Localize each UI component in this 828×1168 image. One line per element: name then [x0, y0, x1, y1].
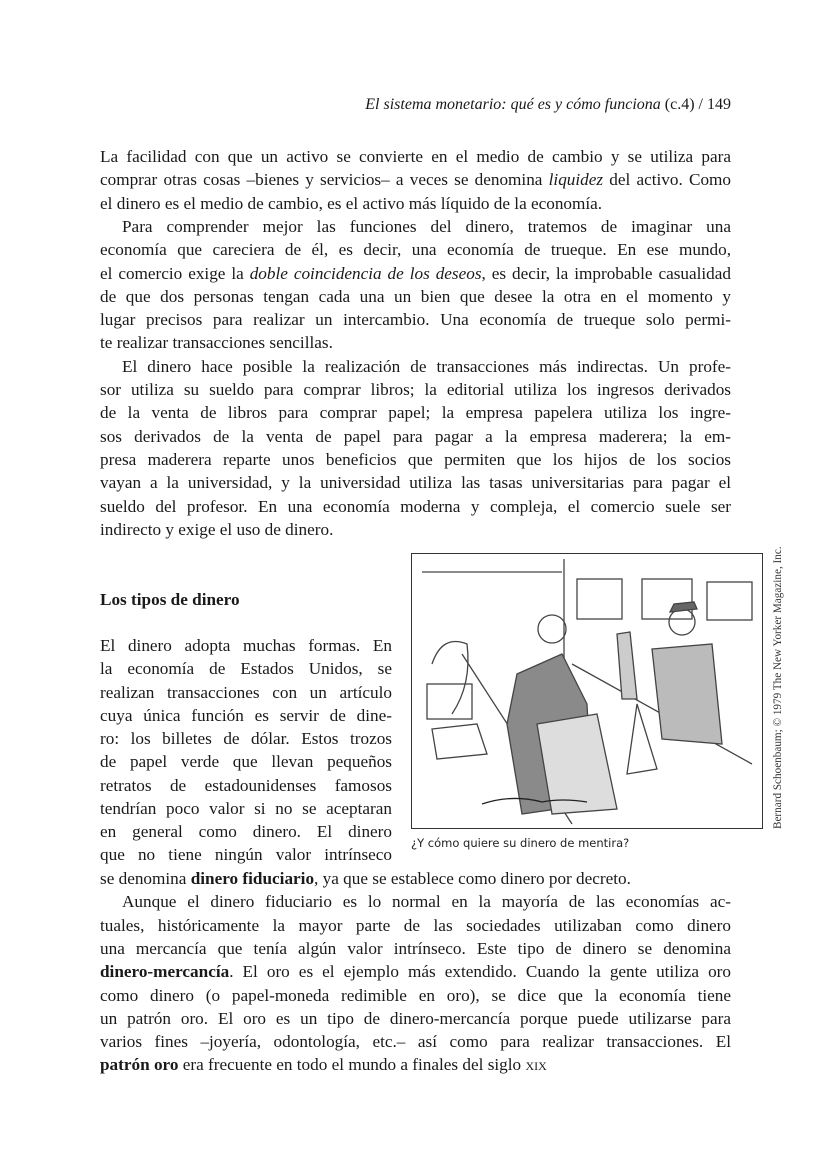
text-run: que no tiene ningún valor intrínseco — [100, 845, 392, 865]
text-run: El dinero hace posible la realización de transacciones más indirectas. Un profe- — [122, 356, 731, 376]
text-run: era frecuente en todo el mundo a finales del siglo — [178, 1055, 526, 1075]
text-run: lugar precisos para realizar un intercambio. Una economía de trueque solo permi- — [100, 310, 731, 330]
text-run: Aunque el dinero fiduciario es lo normal en la mayoría de las economías ac- — [122, 892, 731, 912]
text-line — [100, 681, 392, 704]
figure-caption: ¿Y cómo quiere su dinero de mentira? — [411, 836, 630, 850]
text-line — [100, 448, 731, 471]
text-run: de que dos personas tengan cada una un bien que desee la otra en el momento y — [100, 286, 731, 306]
text-run: xix — [525, 1055, 547, 1075]
text-run: como dinero (o papel-moneda redimible en oro), se dice que la economía tiene — [100, 985, 731, 1005]
text-line — [100, 425, 731, 448]
text-line — [100, 355, 731, 378]
text-line — [100, 657, 392, 680]
text-line — [100, 285, 731, 308]
page-number: 149 — [707, 96, 731, 113]
text-line — [100, 1030, 731, 1053]
text-line — [100, 634, 392, 657]
cartoon-illustration — [412, 554, 761, 827]
text-run: de papel verde que llevan pequeños — [100, 752, 392, 772]
figure-credit: Bernard Schoenbaum; © 1979 The New Yorker Magazine, Inc. — [772, 546, 784, 829]
text-run: del activo. Como — [603, 170, 732, 190]
text-line — [100, 727, 392, 750]
text-line — [100, 238, 731, 261]
text-run: el dinero es el medio de cambio, es el activo más líquido de la economía. — [100, 193, 603, 213]
text-line — [100, 215, 731, 238]
text-line — [100, 774, 392, 797]
text-line — [100, 797, 392, 820]
running-header — [365, 96, 731, 114]
italic-term: liquidez — [548, 170, 604, 190]
text-run: economía que careciera de él, es decir, una economía de trueque. En ese mundo, — [100, 240, 731, 260]
text-run: . El oro es el ejemplo más extendido. Cuando la gente utiliza oro — [229, 962, 731, 982]
text-run: sor utiliza su sueldo para comprar libros; la editorial utiliza los ingresos derivados — [100, 380, 731, 399]
text-run: en general como dinero. El dinero — [100, 822, 392, 841]
text-line — [100, 518, 731, 541]
text-run: La facilidad con que un activo se convierte en el medio de cambio y se utiliza para — [100, 147, 731, 166]
text-line — [100, 401, 731, 424]
bold-term: dinero fiduciario — [190, 869, 315, 888]
text-line — [100, 843, 392, 866]
text-line — [100, 867, 731, 890]
bold-term: patrón oro — [100, 1055, 179, 1075]
text-run: presa maderera reparte unos beneficios que permiten que los hijos de los socios — [100, 449, 731, 469]
text-run: de la venta de libros para comprar papel; la empresa papelera utiliza los ingre- — [100, 403, 731, 423]
text-line — [100, 192, 731, 215]
text-run: indirecto y exige el uso de dinero. — [100, 519, 334, 539]
text-line — [100, 471, 731, 494]
text-run: cuya única función es servir de dine- — [100, 705, 392, 725]
text-run: te realizar transacciones sencillas. — [100, 333, 333, 353]
italic-term: doble coincidencia de los deseos — [249, 263, 482, 283]
text-run: se denomina — [100, 869, 191, 888]
text-run: tendrían poco valor si no se aceptaran — [100, 798, 392, 818]
text-line — [100, 168, 731, 191]
text-line — [100, 914, 731, 937]
text-line — [100, 960, 731, 983]
text-run: El dinero adopta muchas formas. En — [100, 636, 392, 655]
text-run: un patrón oro. El oro es un tipo de dinero-mercancía porque puede utilizarse para — [100, 1008, 731, 1028]
running-title: El sistema monetario: qué es y cómo funciona — [365, 96, 661, 113]
bold-term: dinero-mercancía — [100, 962, 230, 982]
text-run: comprar otras cosas –bienes y servicios– a veces se denomina — [100, 170, 549, 190]
text-run: Para comprender mejor las funciones del dinero, tratemos de imaginar una — [122, 216, 731, 236]
text-line — [100, 820, 392, 843]
text-run: sueldo del profesor. En una economía moderna y compleja, el comercio suele ser — [100, 496, 731, 516]
text-line — [100, 1053, 731, 1076]
text-run: , ya que se establece como dinero por decreto. — [314, 869, 631, 888]
text-line — [100, 704, 392, 727]
text-run: tuales, históricamente la mayor parte de las sociedades utilizaban como dinero — [100, 915, 731, 935]
text-line — [100, 262, 731, 285]
text-line — [100, 331, 731, 354]
section-heading: Los tipos de dinero — [100, 590, 240, 609]
cartoon-figure — [411, 553, 763, 829]
text-line — [100, 145, 731, 168]
text-line — [100, 495, 731, 518]
header-separator: / — [698, 96, 703, 113]
text-run: retratos de estadounidenses famosos — [100, 775, 392, 795]
text-run: la economía de Estados Unidos, se — [100, 659, 392, 679]
text-line — [100, 890, 731, 913]
chapter-ref: (c.4) — [664, 96, 695, 113]
text-run: ro: los billetes de dólar. Estos trozos — [100, 729, 392, 748]
text-line — [100, 984, 731, 1007]
text-line — [100, 308, 731, 331]
text-line — [100, 1007, 731, 1030]
text-line — [100, 378, 731, 401]
text-run: , es decir, la improbable casualidad — [481, 263, 731, 283]
text-run: sos derivados de la venta de papel para pagar a la empresa maderera; la em- — [100, 426, 731, 446]
text-line — [100, 937, 731, 960]
text-run: vayan a la universidad, y la universidad utiliza las tasas universitarias para pagar el — [100, 473, 731, 493]
text-run: una mercancía que tenía algún valor intrínseco. Este tipo de dinero se denomina — [100, 938, 731, 958]
text-line — [100, 750, 392, 773]
text-run: varios fines –joyería, odontología, etc.– así como para realizar transacciones. El — [100, 1032, 731, 1052]
text-run: realizan transacciones con un artículo — [100, 682, 392, 702]
text-run: el comercio exige la — [100, 263, 250, 283]
